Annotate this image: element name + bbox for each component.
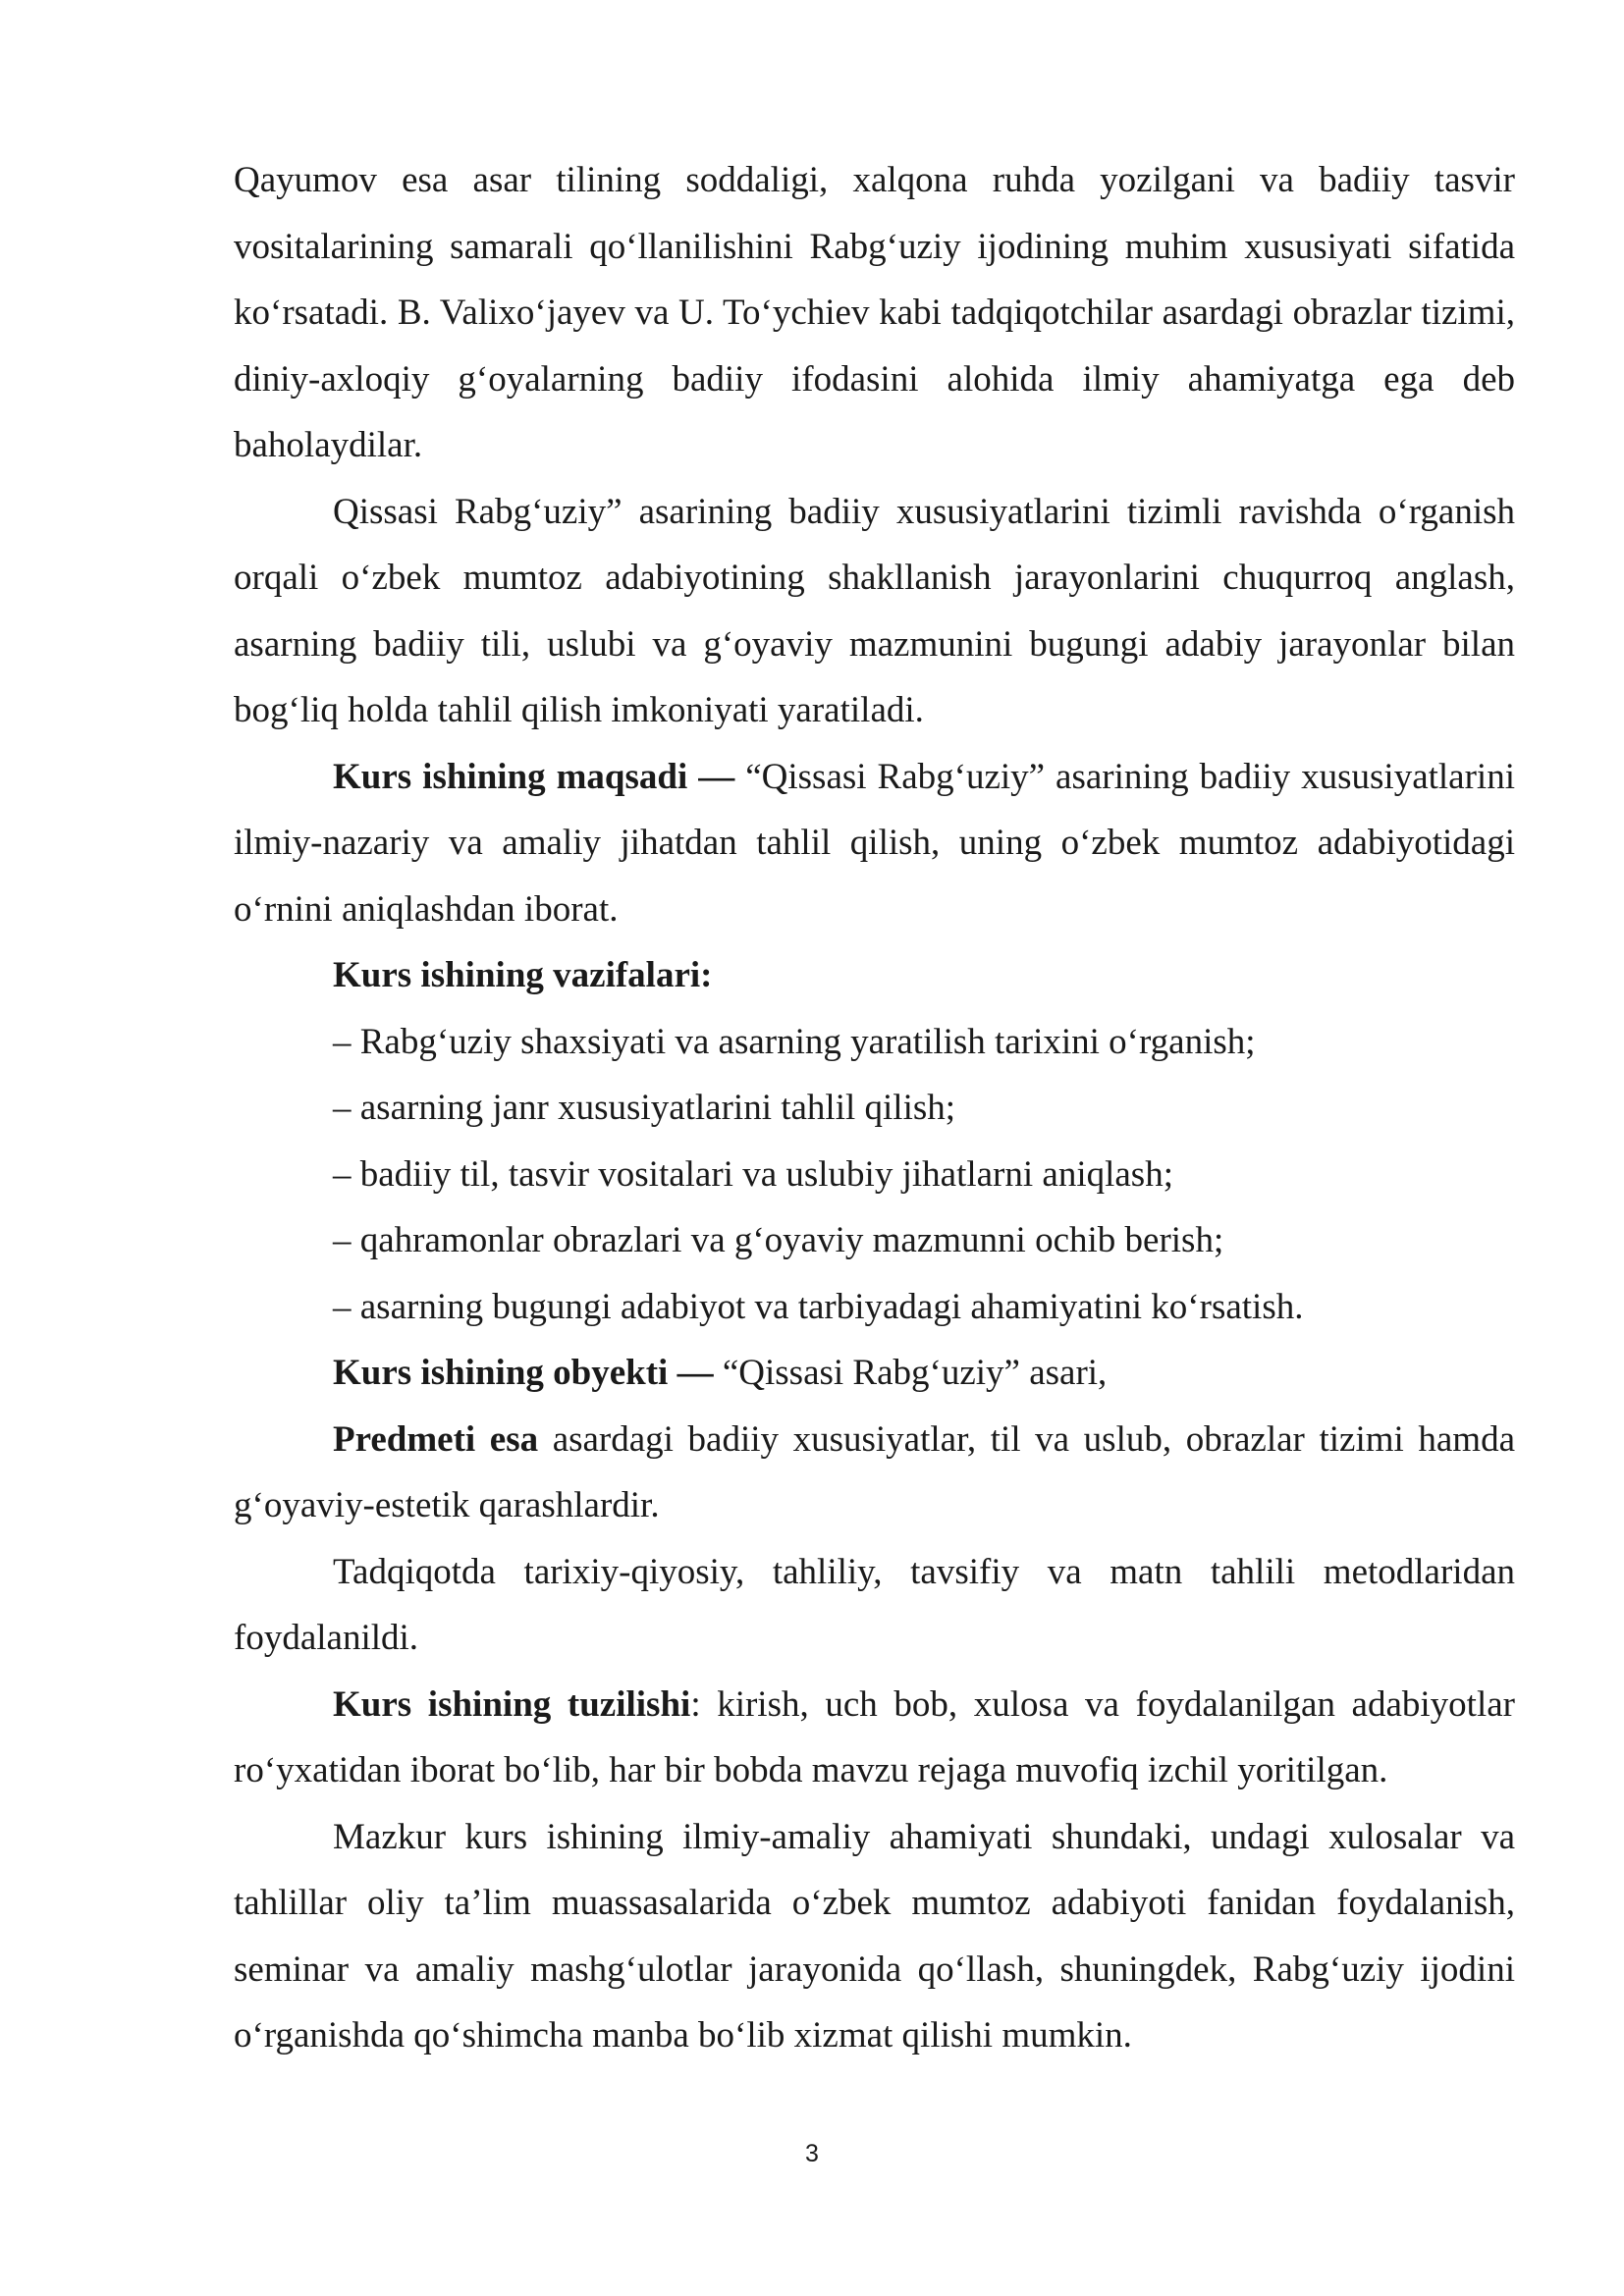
tasks-heading-text: Kurs ishining vazifalari: bbox=[333, 955, 713, 995]
paragraph-structure bbox=[234, 1672, 1515, 1804]
purpose-text: “Qissasi Rabg‘uziy” asarining badiiy xususiyatlarini ilmiy-nazariy va amaliy jihatdan tahlil qilish, uning o‘zbek mumtoz adabiyotidagi o‘rnini aniqlashdan iborat. bbox=[234, 756, 1515, 930]
task-item: – Rabg‘uziy shaxsiyati va asarning yaratilish tarixini o‘rganish; bbox=[333, 1021, 1256, 1062]
purpose-label: Kurs ishining maqsadi — bbox=[333, 756, 735, 797]
paragraph-relevance: Qissasi Rabg‘uziy” asarining badiiy xususiyatlarini tizimli ravishda o‘rganish orqali o‘zbek mumtoz adabiyotining shakllanish jarayonlarini chuqurroq anglash, asarning badiiy tili, uslubi va g‘oyaviy mazmunini bugungi adabiy jarayonlar bilan bog‘liq holda tahlil qilish imkoniyati yaratiladi. bbox=[234, 491, 1515, 730]
page-body bbox=[234, 147, 1515, 2069]
paragraph-subject bbox=[234, 1407, 1515, 1539]
paragraph-object bbox=[234, 1340, 1515, 1407]
paragraph-methods: Tadqiqotda tarixiy-qiyosiy, tahliliy, tavsifiy va matn tahlili metodlaridan foydalanildi. bbox=[234, 1551, 1515, 1658]
object-label: Kurs ishining obyekti — bbox=[333, 1353, 714, 1393]
subject-label: Predmeti esa bbox=[333, 1418, 539, 1460]
task-item: – asarning janr xususiyatlarini tahlil qilish; bbox=[333, 1088, 956, 1128]
structure-label: Kurs ishining tuzilishi bbox=[333, 1683, 691, 1725]
paragraph-literature-review: Qayumov esa asar tilining soddaligi, xalqona ruhda yozilgani va badiiy tasvir vositalarining samarali qo‘llanilishini Rabg‘uziy ijodining muhim xususiyati sifatida ko‘rsatadi. B. Valixo‘jayev va U. To‘ychiev kabi tadqiqotchilar asardagi obrazlar tizimi, diniy-axloqiy g‘oyalarning badiiy ifodasini alohida ilmiy ahamiyatga ega deb baholaydilar. bbox=[234, 160, 1515, 465]
paragraph-significance: Mazkur kurs ishining ilmiy-amaliy ahamiyati shundaki, undagi xulosalar va tahlillar oliy ta’lim muassasalarida o‘zbek mumtoz adabiyoti fanidan foydalanish, seminar va amaliy mashg‘ulotlar jarayonida qo‘llash, shuningdek, Rabg‘uziy ijodini o‘rganishda qo‘shimcha manba bo‘lib xizmat qilishi mumkin. bbox=[234, 1816, 1515, 2056]
task-item: – asarning bugungi adabiyot va tarbiyadagi ahamiyatini ko‘rsatish. bbox=[333, 1286, 1304, 1327]
object-text: “Qissasi Rabg‘uziy” asari, bbox=[713, 1353, 1108, 1393]
task-item: – badiiy til, tasvir vositalari va uslubiy jihatlarni aniqlash; bbox=[333, 1153, 1173, 1195]
tasks-heading bbox=[234, 942, 1515, 1009]
task-item: – qahramonlar obrazlari va g‘oyaviy mazmunni ochib berish; bbox=[333, 1220, 1224, 1260]
paragraph-purpose bbox=[234, 744, 1515, 943]
page-number: 3 bbox=[805, 2140, 819, 2167]
structure-text: : kirish, uch bob, xulosa va foydalanilgan adabiyotlar ro‘yxatidan iborat bo‘lib, har bir bobda mavzu rejaga muvofiq izchil yoritilgan. bbox=[234, 1683, 1515, 1790]
subject-text: asardagi badiiy xususiyatlar, til va uslub, obrazlar tizimi hamda g‘oyaviy-estetik qarashlardir. bbox=[234, 1418, 1515, 1525]
